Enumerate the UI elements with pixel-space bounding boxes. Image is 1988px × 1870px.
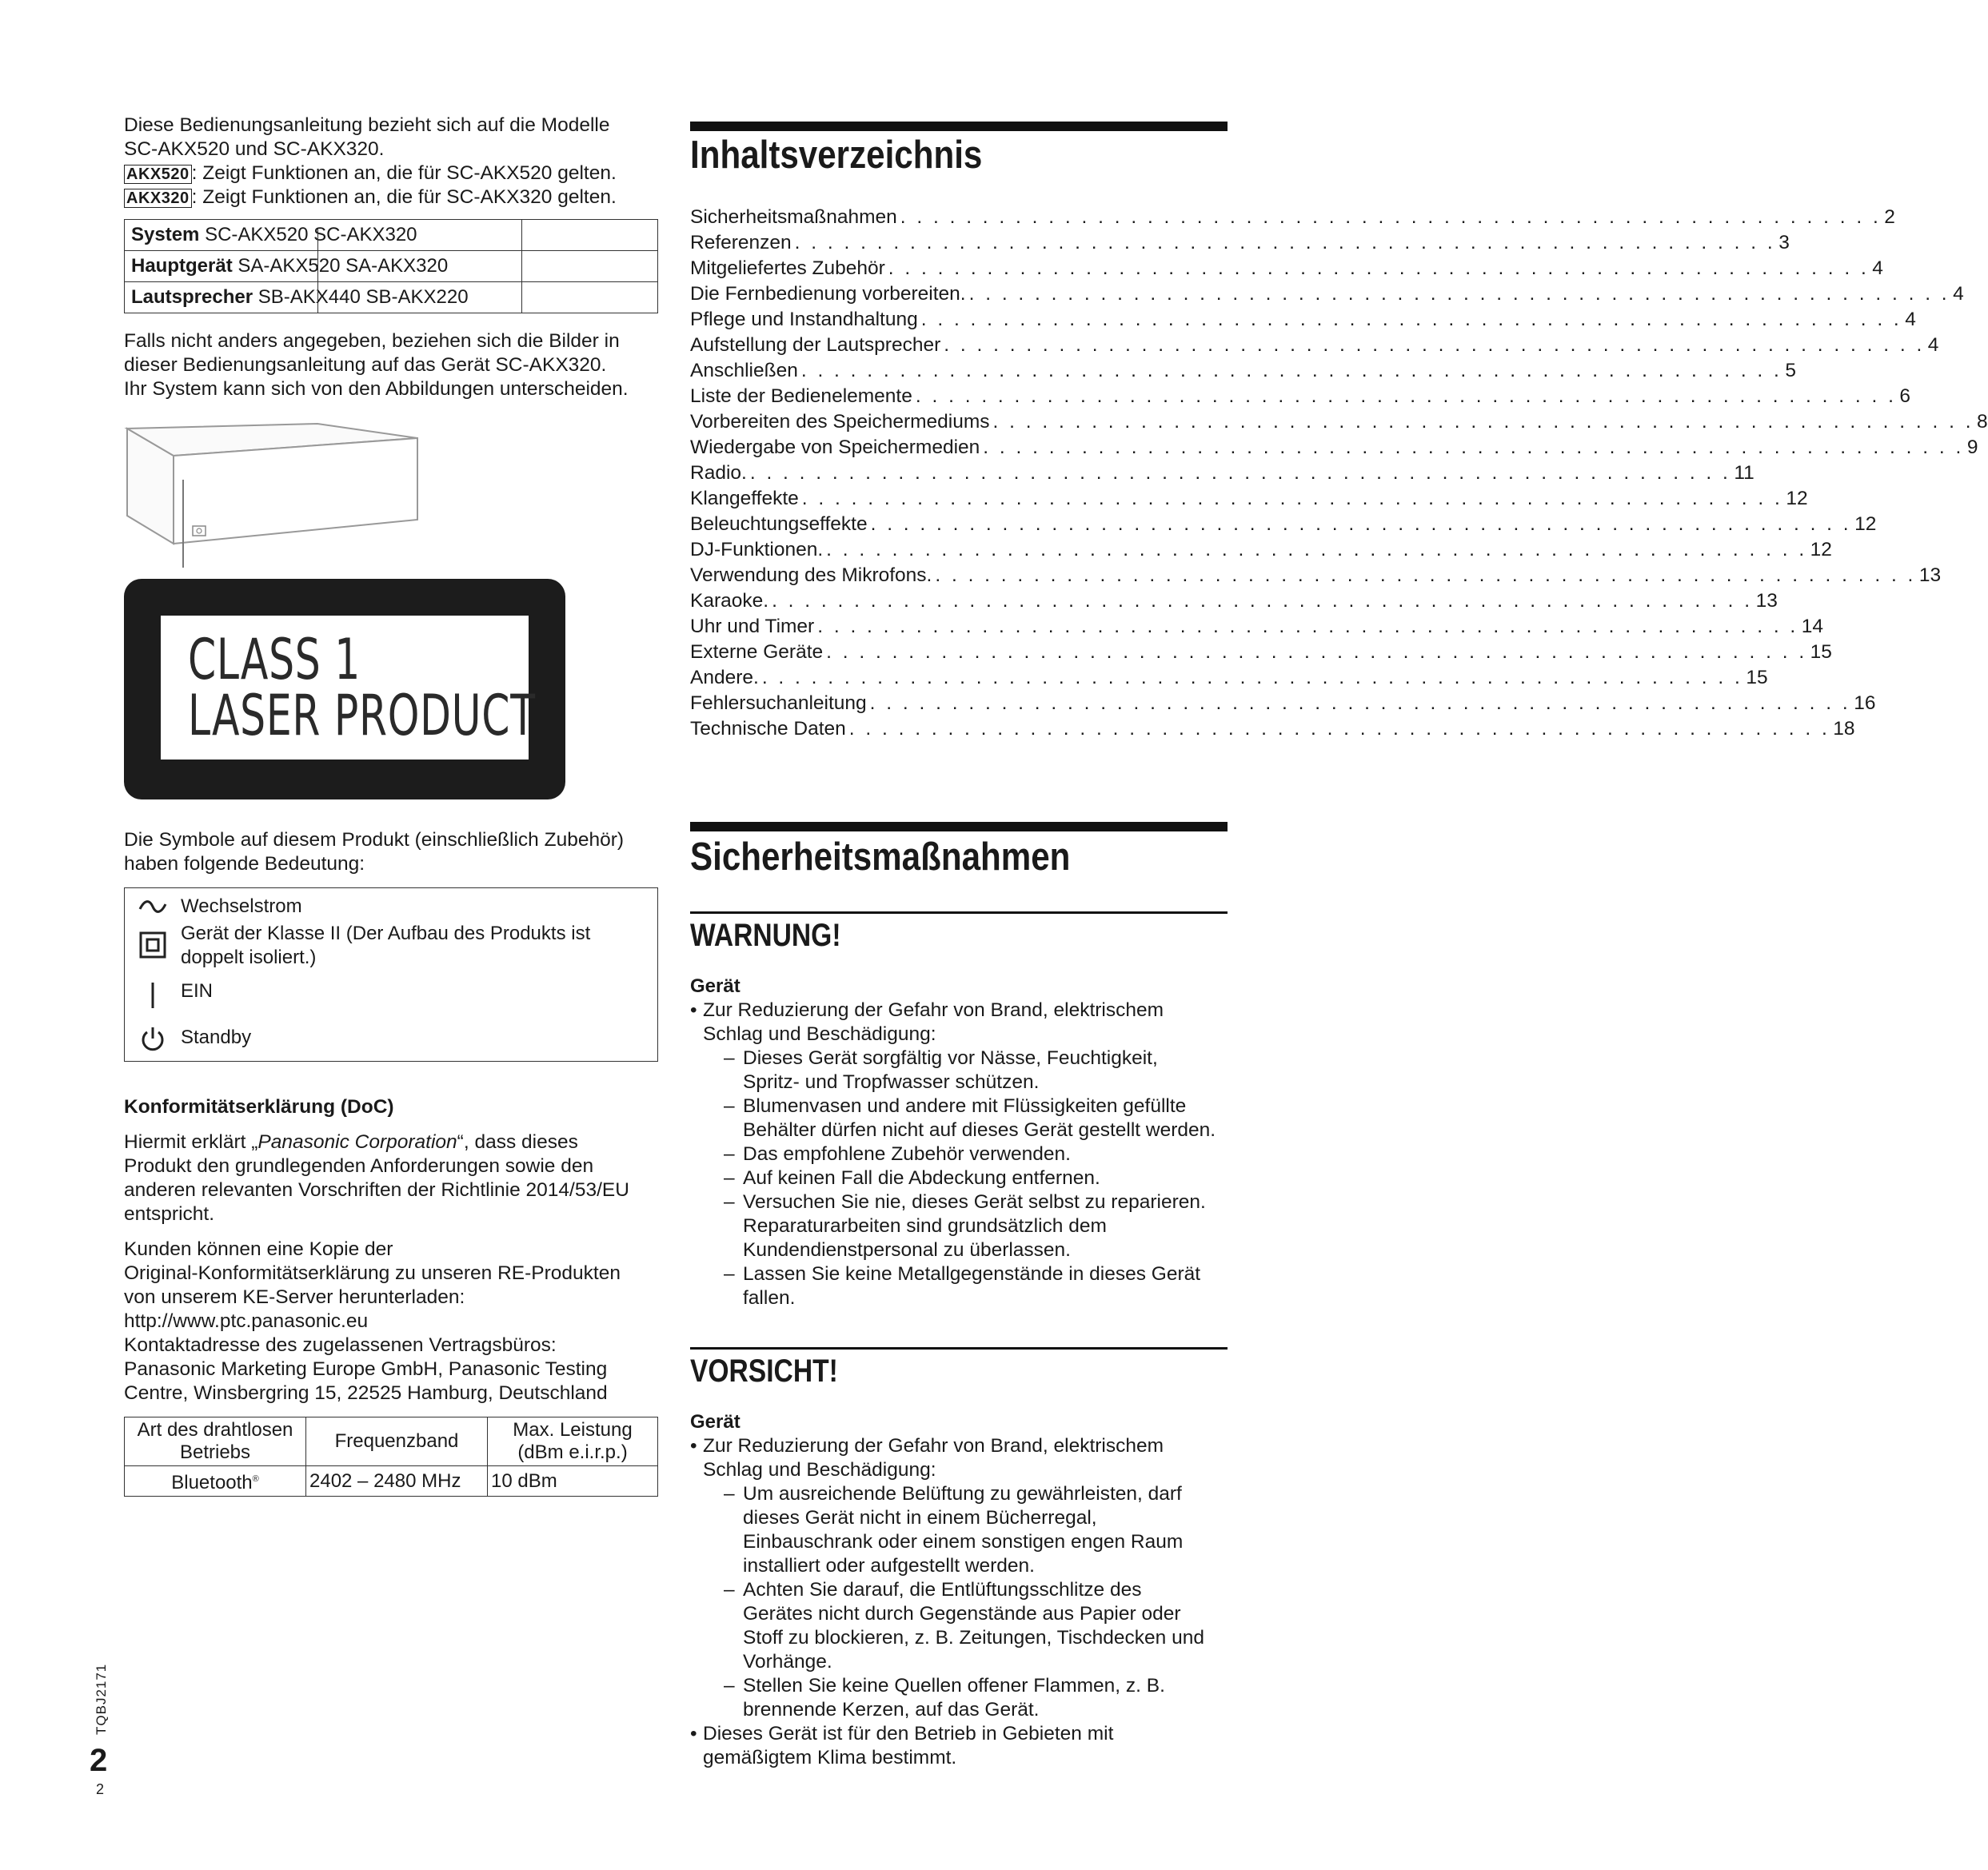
list-item-line: – Das empfohlene Zubehör verwenden. xyxy=(743,1143,1071,1165)
toc-item-label: Aufstellung der Lautsprecher xyxy=(690,334,941,356)
warning-list xyxy=(690,999,1228,1310)
symbol-row-ac xyxy=(125,895,657,919)
caution-heading: VORSICHT! xyxy=(690,1354,838,1389)
doc-p2-line: Kontaktadresse des zugelassenen Vertragsbüros: xyxy=(124,1334,557,1356)
toc-leader-dots: . . . . . . . . . . . . . . . . . . . . . . . . . . . . . . . . . . . . . . . . . . . . . . . . . . . . . . . . . . . . xyxy=(992,411,1974,433)
radio-spec-table xyxy=(124,1417,658,1497)
toc-item-label: Klangeffekte xyxy=(690,488,799,509)
table-header-cell xyxy=(125,1417,306,1466)
toc-item-label: Mitgeliefertes Zubehör xyxy=(690,257,885,279)
toc-row[interactable] xyxy=(690,281,1964,307)
caution-subheading: Gerät xyxy=(690,1411,741,1433)
toc-item-label: Technische Daten xyxy=(690,718,846,740)
symbols-intro-line-2: haben folgende Bedeutung: xyxy=(124,853,365,875)
symbols-intro xyxy=(124,828,660,876)
toc-item-page: 4 xyxy=(1905,309,1916,330)
table-cell xyxy=(522,220,658,251)
toc-leader-dots: . . . . . . . . . . . . . . . . . . . . . . . . . . . . . . . . . . . . . . . . . . . . . . . . . . . . . . . . . . . . xyxy=(869,692,1851,714)
list-item-line: Gerätes nicht durch Gegenstände aus Papier oder xyxy=(743,1603,1181,1625)
toc-row[interactable] xyxy=(690,307,1916,333)
symbol-label-standby: Standby xyxy=(181,1027,252,1048)
toc-item-page: 2 xyxy=(1884,206,1895,228)
table-row xyxy=(125,251,658,282)
toc-row[interactable] xyxy=(690,691,1876,716)
toc-leader-dots: . . . . . . . . . . . . . . . . . . . . . . . . . . . . . . . . . . . . . . . . . . . . . . . . . . . . . . . . . . . . xyxy=(983,437,1964,458)
section-rule xyxy=(690,911,1228,914)
toc-item-label: Fehlersuchanleitung xyxy=(690,692,867,714)
header-text: (dBm e.i.r.p.) xyxy=(517,1441,628,1463)
laser-label-line-1: CLASS 1 xyxy=(188,627,361,692)
list-item-line: Stoff zu blockieren, z. B. Zeitungen, Tischdecken und xyxy=(743,1627,1204,1649)
toc-item-label: Radio. xyxy=(690,462,747,484)
class-ii-icon xyxy=(125,922,181,967)
list-item xyxy=(724,1094,1228,1142)
toc-row[interactable] xyxy=(690,461,1754,486)
device-outline-icon xyxy=(126,424,429,568)
symbols-box xyxy=(124,887,658,1062)
list-item-line: – Versuchen Sie nie, dieses Gerät selbst zu reparieren. xyxy=(743,1191,1206,1213)
list-item-line: fallen. xyxy=(743,1287,796,1309)
intro-line-2: SC-AKX520 und SC-AKX320. xyxy=(124,138,385,160)
toc-row[interactable] xyxy=(690,384,1911,409)
toc-item-page: 13 xyxy=(1918,564,1942,586)
list-item-line: Spritz- und Tropfwasser schützen. xyxy=(743,1071,1040,1093)
standby-icon xyxy=(125,1026,181,1055)
toc-item-page: 4 xyxy=(1927,334,1939,356)
toc-item-page: 15 xyxy=(1746,667,1768,688)
page-number: 2 xyxy=(90,1743,108,1778)
warning-bullet-line-1: • Zur Reduzierung der Gefahr von Brand, elektrischem xyxy=(703,999,1164,1021)
toc-row[interactable] xyxy=(690,358,1796,384)
warning-dash-list xyxy=(703,1047,1228,1310)
toc-leader-dots: . . . . . . . . . . . . . . . . . . . . . . . . . . . . . . . . . . . . . . . . . . . . . . . . . . . . . . . . . . . . xyxy=(772,590,1753,612)
doc-p2-line: Panasonic Marketing Europe GmbH, Panasonic Testing xyxy=(124,1358,608,1380)
figure-note xyxy=(124,329,660,401)
list-item-line: Einbauschrank oder einem sonstigen engen Raum xyxy=(743,1531,1184,1553)
toc-list xyxy=(690,205,1988,742)
toc-row[interactable] xyxy=(690,716,1855,742)
heading-bar xyxy=(690,122,1228,131)
left-column xyxy=(124,114,660,1497)
radio-frequency: 2402 – 2480 MHz xyxy=(309,1469,461,1492)
toc-leader-dots: . . . . . . . . . . . . . . . . . . . . . . . . . . . . . . . . . . . . . . . . . . . . . . . . . . . . . . . . . . . . xyxy=(801,488,1783,509)
list-item-line: – Achten Sie darauf, die Entlüftungsschlitze des xyxy=(743,1579,1142,1601)
toc-leader-dots: . . . . . . . . . . . . . . . . . . . . . . . . . . . . . . . . . . . . . . . . . . . . . . . . . . . . . . . . . . . . xyxy=(749,462,1731,484)
laser-label-line-2: LASER PRODUCT xyxy=(188,683,536,748)
toc-item-label: Pflege und Instandhaltung xyxy=(690,309,918,330)
doc-p2-line: Original-Konformitätserklärung zu unseren RE-Produkten xyxy=(124,1262,621,1284)
list-item-line: – Um ausreichende Belüftung zu gewährleisten, darf xyxy=(743,1483,1182,1505)
warning-subheading: Gerät xyxy=(690,975,741,997)
toc-item-label: Wiedergabe von Speichermedien xyxy=(690,437,980,458)
symbol-row-standby xyxy=(125,1026,657,1055)
toc-leader-dots: . . . . . . . . . . . . . . . . . . . . . . . . . . . . . . . . . . . . . . . . . . . . . . . . . . . . . . . . . . . . xyxy=(826,641,1807,663)
symbol-label-ac: Wechselstrom xyxy=(181,895,302,917)
toc-item-page: 4 xyxy=(1872,257,1883,279)
doc-p1-post: “, dass dieses xyxy=(457,1131,578,1153)
doc-p2-line: Kunden können eine Kopie der xyxy=(124,1238,393,1260)
list-item-line: – Lassen Sie keine Metallgegenstände in dieses Gerät xyxy=(743,1263,1201,1285)
header-text: Frequenzband xyxy=(334,1430,459,1452)
symbol-text-class-ii xyxy=(181,922,657,970)
list-item xyxy=(690,1722,1228,1770)
toc-item-label: Vorbereiten des Speichermediums xyxy=(690,411,990,433)
toc-leader-dots: . . . . . . . . . . . . . . . . . . . . . . . . . . . . . . . . . . . . . . . . . . . . . . . . . . . . . . . . . . . . xyxy=(920,309,1902,330)
toc-leader-dots: . . . . . . . . . . . . . . . . . . . . . . . . . . . . . . . . . . . . . . . . . . . . . . . . . . . . . . . . . . . . xyxy=(826,539,1807,560)
caution-bullet2-line-2: gemäßigtem Klima bestimmt. xyxy=(703,1747,957,1768)
table-cell xyxy=(522,251,658,282)
warning-bullet-line-2: Schlag und Beschädigung: xyxy=(703,1023,936,1045)
list-item xyxy=(724,1166,1228,1190)
toc-row[interactable] xyxy=(690,665,1768,691)
heading-bar xyxy=(690,822,1228,831)
toc-row[interactable] xyxy=(690,333,1939,358)
toc-item-page: 9 xyxy=(1966,437,1978,458)
list-item xyxy=(724,1578,1228,1674)
doc-paragraph-1 xyxy=(124,1130,660,1226)
table-of-contents xyxy=(690,205,1988,742)
model-table-wrap xyxy=(124,219,660,313)
table-divider xyxy=(317,229,318,313)
toc-leader-dots: . . . . . . . . . . . . . . . . . . . . . . . . . . . . . . . . . . . . . . . . . . . . . . . . . . . . . . . . . . . . xyxy=(888,257,1870,279)
list-item xyxy=(724,1482,1228,1578)
doc-section xyxy=(124,1095,660,1405)
toc-item-page: 16 xyxy=(1854,692,1876,714)
table-cell xyxy=(125,1466,306,1497)
table-row xyxy=(125,220,658,251)
power-on-icon xyxy=(125,979,181,1011)
doc-p1-line-1 xyxy=(124,1130,660,1154)
intro-line-4 xyxy=(124,185,660,209)
toc-item-page: 15 xyxy=(1810,641,1832,663)
model-value-speaker: SB-AKX440 SB-AKX220 xyxy=(257,286,469,308)
laser-product-label xyxy=(124,579,565,799)
toc-item-label: DJ-Funktionen. xyxy=(690,539,824,560)
list-item xyxy=(724,1190,1228,1262)
model-tag-akx320: AKX320 xyxy=(124,189,192,208)
symbols-intro-line-1: Die Symbole auf diesem Produkt (einschließlich Zubehör) xyxy=(124,829,625,851)
header-text: Art des drahtlosen xyxy=(137,1419,293,1441)
toc-item-label: Referenzen xyxy=(690,232,792,253)
symbol-label-on: EIN xyxy=(181,980,214,1002)
toc-item-page: 6 xyxy=(1899,385,1911,407)
table-cell xyxy=(125,251,522,282)
doc-p1-line-4: entspricht. xyxy=(124,1203,215,1225)
model-table xyxy=(124,219,658,313)
right-column xyxy=(690,122,1988,1770)
doc-company: Panasonic Corporation xyxy=(257,1131,457,1153)
table-row xyxy=(125,1466,658,1497)
table-cell xyxy=(488,1466,658,1497)
toc-leader-dots: . . . . . . . . . . . . . . . . . . . . . . . . . . . . . . . . . . . . . . . . . . . . . . . . . . . . . . . . . . . . xyxy=(968,283,1950,305)
model-label-system: System xyxy=(131,224,200,245)
toc-row[interactable] xyxy=(690,563,1942,588)
toc-item-page: 12 xyxy=(1854,513,1877,535)
toc-item-page: 18 xyxy=(1833,718,1855,740)
toc-leader-dots: . . . . . . . . . . . . . . . . . . . . . . . . . . . . . . . . . . . . . . . . . . . . . . . . . . . . . . . . . . . . xyxy=(870,513,1852,535)
radio-type: Bluetooth xyxy=(171,1472,253,1493)
toc-item-page: 13 xyxy=(1755,590,1778,612)
table-cell xyxy=(125,220,522,251)
table-cell xyxy=(522,282,658,313)
doc-url[interactable]: http://www.ptc.panasonic.eu xyxy=(124,1310,369,1332)
list-item xyxy=(724,1047,1228,1094)
toc-row[interactable] xyxy=(690,409,1988,435)
toc-item-label: Sicherheitsmaßnahmen xyxy=(690,206,897,228)
toc-row[interactable] xyxy=(690,512,1877,537)
toc-item-page: 12 xyxy=(1810,539,1832,560)
list-item xyxy=(724,1674,1228,1722)
toc-leader-dots: . . . . . . . . . . . . . . . . . . . . . . . . . . . . . . . . . . . . . . . . . . . . . . . . . . . . . . . . . . . . xyxy=(935,564,1916,586)
toc-item-label: Andere. xyxy=(690,667,759,688)
radio-power: 10 dBm xyxy=(491,1469,557,1492)
toc-item-page: 4 xyxy=(1953,283,1964,305)
header-text: Betriebs xyxy=(179,1441,251,1463)
toc-item-page: 8 xyxy=(1977,411,1988,433)
symbol-row-on xyxy=(125,979,657,1011)
toc-item-label: Anschließen xyxy=(690,360,798,381)
model-tag-akx520: AKX520 xyxy=(124,165,192,184)
symbol-label-class-ii-2: doppelt isoliert.) xyxy=(181,947,317,968)
toc-row[interactable] xyxy=(690,486,1808,512)
device-label-location-illustration xyxy=(126,424,429,568)
list-item-line: Reparaturarbeiten sind grundsätzlich dem xyxy=(743,1215,1107,1237)
caution-bullet-line-1: • Zur Reduzierung der Gefahr von Brand, elektrischem xyxy=(703,1435,1164,1457)
toc-row[interactable] xyxy=(690,230,1790,256)
toc-item-label: Karaoke. xyxy=(690,590,769,612)
figure-note-line-3: Ihr System kann sich von den Abbildungen unterscheiden. xyxy=(124,378,629,400)
list-item-line: installiert oder aufgestellt werden. xyxy=(743,1555,1035,1577)
toc-row[interactable] xyxy=(690,256,1883,281)
table-header-cell xyxy=(306,1417,488,1466)
model-value-main-unit: SA-AKX520 SA-AKX320 xyxy=(238,255,449,277)
toc-leader-dots: . . . . . . . . . . . . . . . . . . . . . . . . . . . . . . . . . . . . . . . . . . . . . . . . . . . . . . . . . . . . xyxy=(794,232,1776,253)
list-item xyxy=(690,999,1228,1310)
doc-p1-line-2: Produkt den grundlegenden Anforderungen sowie den xyxy=(124,1155,594,1177)
list-item xyxy=(724,1142,1228,1166)
section-rule xyxy=(690,1347,1228,1350)
doc-p2-line: von unserem KE-Server herunterladen: xyxy=(124,1286,465,1308)
figure-note-line-1: Falls nicht anders angegeben, beziehen sich die Bilder in xyxy=(124,330,620,352)
list-item-line: – Blumenvasen und andere mit Flüssigkeiten gefüllte xyxy=(743,1095,1187,1117)
model-label-speaker: Lautsprecher xyxy=(131,286,253,308)
model-label-main-unit: Hauptgerät xyxy=(131,255,233,277)
laser-label-inner xyxy=(161,616,536,760)
table-cell xyxy=(306,1466,488,1497)
list-item xyxy=(724,1262,1228,1310)
toc-leader-dots: . . . . . . . . . . . . . . . . . . . . . . . . . . . . . . . . . . . . . . . . . . . . . . . . . . . . . . . . . . . . xyxy=(761,667,1743,688)
toc-item-page: 12 xyxy=(1786,488,1808,509)
doc-heading: Konformitätserklärung (DoC) xyxy=(124,1096,394,1118)
list-item-line: – Stellen Sie keine Quellen offener Flammen, z. B. xyxy=(743,1675,1165,1697)
toc-item-page: 5 xyxy=(1785,360,1796,381)
toc-item-label: Externe Geräte xyxy=(690,641,824,663)
page-number-small: 2 xyxy=(96,1781,105,1797)
doc-p1-line-3: anderen relevanten Vorschriften der Richtlinie 2014/53/EU xyxy=(124,1179,629,1201)
toc-item-page: 11 xyxy=(1734,462,1754,484)
toc-leader-dots: . . . . . . . . . . . . . . . . . . . . . . . . . . . . . . . . . . . . . . . . . . . . . . . . . . . . . . . . . . . . xyxy=(915,385,1897,407)
doc-p2-line: Centre, Winsbergring 15, 22525 Hamburg, Deutschland xyxy=(124,1382,608,1404)
toc-item-label: Uhr und Timer xyxy=(690,616,815,637)
list-item-line: Behälter dürfen nicht auf dieses Gerät gestellt werden. xyxy=(743,1119,1216,1141)
toc-leader-dots: . . . . . . . . . . . . . . . . . . . . . . . . . . . . . . . . . . . . . . . . . . . . . . . . . . . . . . . . . . . . xyxy=(944,334,1925,356)
caution-bullet2-line-1: • Dieses Gerät ist für den Betrieb in Gebieten mit xyxy=(703,1723,1114,1744)
model-tag-akx520-text: : Zeigt Funktionen an, die für SC-AKX520 gelten. xyxy=(191,162,617,184)
list-item-line: – Auf keinen Fall die Abdeckung entfernen. xyxy=(743,1167,1100,1189)
list-item xyxy=(690,1434,1228,1722)
list-item-line: Vorhänge. xyxy=(743,1651,832,1673)
caution-dash-list xyxy=(703,1482,1228,1722)
toc-row[interactable] xyxy=(690,435,1978,461)
symbol-row-class-ii xyxy=(125,922,657,970)
table-cell xyxy=(125,282,522,313)
table-row xyxy=(125,282,658,313)
list-item-line: Kundendienstpersonal zu überlassen. xyxy=(743,1239,1071,1261)
table-row xyxy=(125,1417,658,1466)
toc-leader-dots: . . . . . . . . . . . . . . . . . . . . . . . . . . . . . . . . . . . . . . . . . . . . . . . . . . . . . . . . . . . . xyxy=(900,206,1882,228)
header-text: Max. Leistung xyxy=(513,1419,633,1441)
toc-leader-dots: . . . . . . . . . . . . . . . . . . . . . . . . . . . . . . . . . . . . . . . . . . . . . . . . . . . . . . . . . . . . xyxy=(848,718,1830,740)
toc-leader-dots: . . . . . . . . . . . . . . . . . . . . . . . . . . . . . . . . . . . . . . . . . . . . . . . . . . . . . . . . . . . . xyxy=(817,616,1798,637)
safety-title: Sicherheitsmaßnahmen xyxy=(690,835,1071,879)
figure-note-line-2: dieser Bedienungsanleitung auf das Gerät SC-AKX320. xyxy=(124,354,607,376)
doc-p1-pre: Hiermit erklärt „ xyxy=(124,1131,258,1153)
document-code: TQBJ2171 xyxy=(94,1663,109,1735)
warning-heading: WARNUNG! xyxy=(690,918,841,953)
toc-row[interactable] xyxy=(690,614,1824,640)
toc-row[interactable] xyxy=(690,205,1895,230)
symbol-label-class-ii-1: Gerät der Klasse II (Der Aufbau des Produkts ist xyxy=(181,923,591,944)
toc-row[interactable] xyxy=(690,537,1832,563)
toc-row[interactable] xyxy=(690,640,1832,665)
ac-wave-icon xyxy=(125,895,181,919)
toc-row[interactable] xyxy=(690,588,1778,614)
model-tag-akx320-text: : Zeigt Funktionen an, die für SC-AKX320 gelten. xyxy=(191,186,617,208)
intro-line-1: Diese Bedienungsanleitung bezieht sich auf die Modelle xyxy=(124,114,610,136)
toc-item-label: Liste der Bedienelemente xyxy=(690,385,912,407)
list-item-line: brennende Kerzen, auf das Gerät. xyxy=(743,1699,1040,1720)
toc-leader-dots: . . . . . . . . . . . . . . . . . . . . . . . . . . . . . . . . . . . . . . . . . . . . . . . . . . . . . . . . . . . . xyxy=(800,360,1782,381)
intro-line-3 xyxy=(124,161,660,185)
toc-item-label: Die Fernbedienung vorbereiten. xyxy=(690,283,966,305)
caution-list xyxy=(690,1434,1228,1770)
toc-item-label: Verwendung des Mikrofons. xyxy=(690,564,932,586)
toc-title: Inhaltsverzeichnis xyxy=(690,134,983,177)
toc-item-page: 3 xyxy=(1778,232,1790,253)
model-value-system: SC-AKX520 SC-AKX320 xyxy=(205,224,417,245)
caution-bullet-line-2: Schlag und Beschädigung: xyxy=(703,1459,936,1481)
registered-mark: ® xyxy=(252,1474,259,1484)
table-header-cell xyxy=(488,1417,658,1466)
doc-paragraph-2 xyxy=(124,1238,660,1405)
toc-item-label: Beleuchtungseffekte xyxy=(690,513,868,535)
list-item-line: dieses Gerät nicht in einem Bücherregal, xyxy=(743,1507,1097,1529)
toc-item-page: 14 xyxy=(1801,616,1824,637)
list-item-line: – Dieses Gerät sorgfältig vor Nässe, Feuchtigkeit, xyxy=(743,1047,1158,1069)
